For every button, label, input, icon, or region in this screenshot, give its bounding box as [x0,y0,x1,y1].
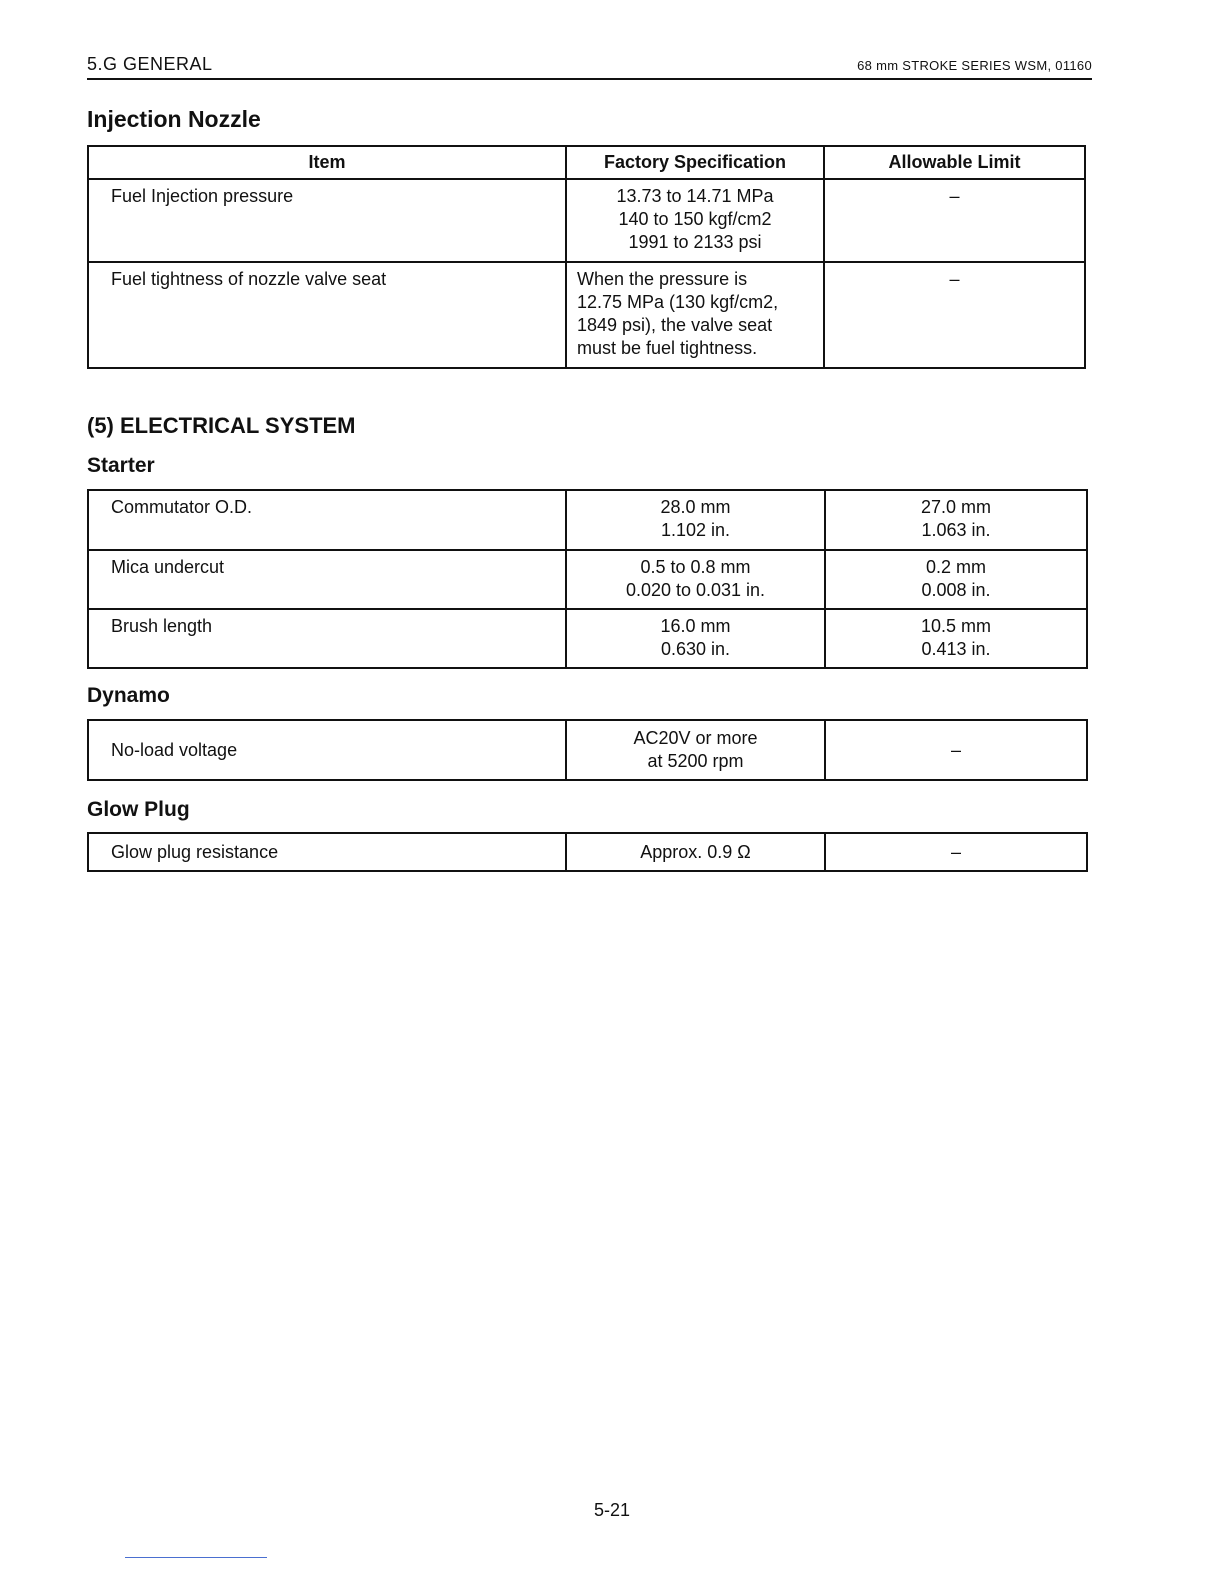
spec-line: When the pressure is [577,269,748,289]
limit-cell [825,490,1087,550]
table-row [88,262,1085,368]
spec-line: 28.0 mm [660,497,731,517]
page-header [87,52,1092,80]
limit-line: 0.2 mm [925,557,986,577]
spec-line: 12.75 MPa (130 kgf/cm2, [577,292,779,312]
injection-nozzle-table [87,145,1086,369]
spec-line: 140 to 150 kgf/cm2 [618,209,772,229]
spec-line: 13.73 to 14.71 MPa [616,186,774,206]
spec-cell [566,609,825,668]
spec-cell [566,720,825,780]
glow-plug-heading: Glow Plug [87,798,190,821]
limit-cell: – [825,833,1087,871]
item-cell: No-load voltage [88,720,566,780]
spec-line: 1991 to 2133 psi [628,232,762,252]
spec-cell [566,262,824,368]
dynamo-table [87,719,1088,781]
table-row [88,179,1085,262]
scan-artifact-line [125,1557,267,1558]
limit-cell [825,609,1087,668]
table-row [88,720,1087,780]
item-cell: Brush length [88,609,566,668]
limit-line: 10.5 mm [920,616,992,636]
spec-line: AC20V or more [633,728,758,748]
limit-line: 1.063 in. [921,520,991,540]
section-label: 5.G GENERAL [87,54,213,74]
table-row [88,833,1087,871]
spec-line: must be fuel tightness. [577,338,758,358]
spec-line: at 5200 rpm [647,751,744,771]
page-number: 5-21 [593,1500,631,1520]
limit-cell: – [824,262,1085,368]
limit-line: 0.008 in. [921,580,991,600]
spec-line: 16.0 mm [660,616,731,636]
limit-cell: – [824,179,1085,262]
item-cell: Mica undercut [88,550,566,609]
item-cell: Commutator O.D. [88,490,566,550]
injection-nozzle-heading: Injection Nozzle [87,106,261,132]
starter-heading: Starter [87,454,155,477]
item-cell: Glow plug resistance [88,833,566,871]
spec-cell [566,550,825,609]
spec-line: 0.630 in. [660,639,731,659]
column-header-item: Item [88,146,566,179]
table-header-row [88,146,1085,179]
spec-cell: Approx. 0.9 Ω [566,833,825,871]
spec-line: 0.020 to 0.031 in. [625,580,766,600]
spec-line: 1849 psi), the valve seat [577,315,773,335]
table-row [88,550,1087,609]
column-header-allowable-limit: Allowable Limit [824,146,1085,179]
manual-reference: 68 mm STROKE SERIES WSM, 01160 [857,58,1092,73]
dynamo-heading: Dynamo [87,684,170,707]
item-cell: Fuel Injection pressure [88,179,566,262]
limit-cell: – [825,720,1087,780]
table-row [88,490,1087,550]
spec-cell [566,179,824,262]
limit-cell [825,550,1087,609]
glow-plug-table [87,832,1088,872]
spec-line: 0.5 to 0.8 mm [640,557,751,577]
spec-cell [566,490,825,550]
item-cell: Fuel tightness of nozzle valve seat [88,262,566,368]
table-row [88,609,1087,668]
limit-line: 27.0 mm [920,497,992,517]
column-header-factory-spec: Factory Specification [566,146,824,179]
electrical-system-heading: (5) ELECTRICAL SYSTEM [87,413,356,438]
limit-line: 0.413 in. [921,639,991,659]
starter-table [87,489,1088,669]
spec-line: 1.102 in. [660,520,731,540]
